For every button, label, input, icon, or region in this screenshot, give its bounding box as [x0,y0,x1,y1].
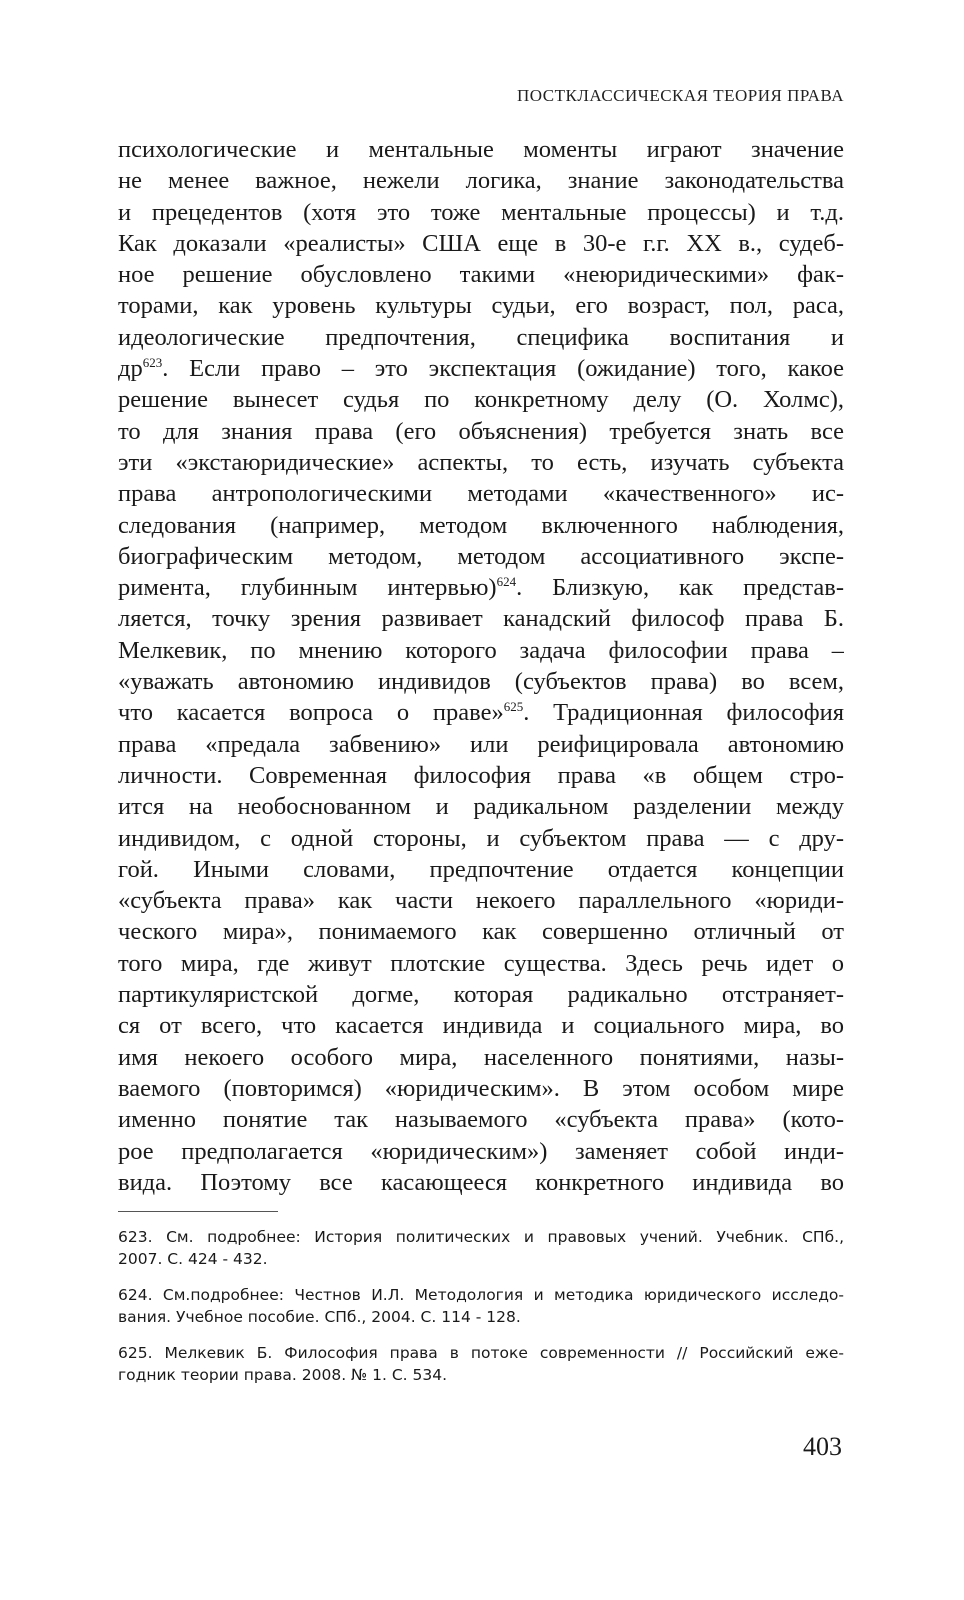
text-run: ное решение обусловлено такими «неюридическими» фак- [118,261,844,289]
footnote-rule [118,1211,278,1212]
text-line [118,948,844,979]
text-line [118,572,844,603]
text-line [118,791,844,822]
footnote-line: 623. См. подробнее: История политических и правовых учений. Учебник. СПб., [118,1228,844,1246]
footnote [118,1284,844,1328]
text-line [118,259,844,290]
text-line [118,290,844,321]
text-run: ческого мира», понимаемого как совершенно отличный от [118,918,844,946]
text-run: идеологические предпочтения, специфика воспитания и [118,323,844,351]
text-line [118,1073,844,1104]
text-run: и прецедентов (хотя это тоже ментальные процессы) и т.д. [118,198,844,226]
text-run: биографическим методом, методом ассоциативного экспе- [118,542,844,570]
running-head: ПОСТКЛАССИЧЕСКАЯ ТЕОРИЯ ПРАВА [517,86,844,105]
footnote-marker: 623 [142,355,163,371]
text-run: римента, глубинным интервью) [118,574,497,602]
text-line [118,353,844,384]
footnote-line: годник теории права. 2008. № 1. С. 534. [118,1366,448,1384]
text-run: . Близкую, как представ- [516,574,844,602]
text-line [118,916,844,947]
text-line [118,603,844,634]
text-run: ся от всего, что касается индивида и социального мира, во [118,1012,844,1040]
text-line [118,384,844,415]
page-number: 403 [803,1432,842,1461]
text-run: ваемого (повторимся) «юридическим». В этом особом мире [118,1074,844,1102]
text-run: . Если право – это экспектация (ожидание) того, какое [162,355,844,383]
text-line [118,447,844,478]
text-run: «субъекта права» как части некоего параллельного «юриди- [118,887,844,915]
text-run: психологические и ментальные моменты играют значение [118,136,844,163]
text-run: что касается вопроса о праве» [118,699,504,727]
footnote-marker: 624 [496,574,517,590]
footnote-line: 624. См.подробнее: Честнов И.Л. Методология и методика юридического исследо- [118,1286,844,1304]
text-line [118,1167,844,1198]
text-run: ляется, точку зрения развивает канадский философ права Б. [118,605,844,633]
text-line [118,729,844,760]
text-line [118,228,844,259]
text-line [118,885,844,916]
text-run: рое предполагается «юридическим») заменяет собой инди- [118,1137,844,1165]
text-run: эти «экстаюридические» аспекты, то есть, изучать субъекта [118,448,844,476]
text-run: Как доказали «реалисты» США еще в 30-е г.г. XX в., судеб- [118,229,844,257]
text-run: гой. Иными словами, предпочтение отдается концепции [118,855,844,883]
footnote-line: 2007. С. 424 - 432. [118,1250,268,1268]
text-run: ится на необоснованном и радикальном разделении между [118,793,844,821]
text-line [118,697,844,728]
text-run: следования (например, методом включенного наблюдения, [118,511,844,539]
footnote-marker: 625 [503,699,524,715]
text-line [118,760,844,791]
text-line [118,1136,844,1167]
text-run: то для знания права (его объяснения) требуется знать все [118,417,844,445]
text-line [118,823,844,854]
text-line [118,134,844,165]
footnote-line: 625. Мелкевик Б. Философия права в потоке современности // Российский еже- [118,1344,844,1362]
text-line [118,854,844,885]
footnotes [118,1226,844,1400]
footnote-line: вания. Учебное пособие. СПб., 2004. С. 114 - 128. [118,1308,521,1326]
text-run: партикуляристской догме, которая радикально отстраняет- [118,981,844,1009]
text-line [118,197,844,228]
body-text [118,134,844,1198]
text-line [118,541,844,572]
footnote [118,1342,844,1386]
text-line [118,1042,844,1073]
text-run: именно понятие так называемого «субъекта права» (кото- [118,1106,844,1134]
text-run: не менее важное, нежели логика, знание законодательства [118,167,844,195]
text-line [118,979,844,1010]
text-line [118,1010,844,1041]
text-run: имя некоего особого мира, населенного понятиями, назы- [118,1043,844,1071]
text-line [118,510,844,541]
text-run: «уважать автономию индивидов (субъектов права) во всем, [118,668,844,696]
text-run: того мира, где живут плотские существа. Здесь речь идет о [118,949,844,977]
text-run: права антропологическими методами «качественного» ис- [118,480,844,508]
text-line [118,635,844,666]
text-run: торами, как уровень культуры судьи, его возраст, пол, раса, [118,292,844,320]
text-run: личности. Современная философия права «в общем стро- [118,761,844,789]
text-line [118,1104,844,1135]
text-run: вида. Поэтому все касающееся конкретного индивида во [118,1168,844,1196]
footnote [118,1226,844,1270]
text-run: индивидом, с одной стороны, и субъектом права — с дру- [118,824,844,852]
text-run: . Традиционная философия [523,699,844,727]
text-line [118,322,844,353]
text-run: др [118,355,143,383]
text-line [118,666,844,697]
text-run: Мелкевик, по мнению которого задача философии права – [118,636,844,664]
text-run: решение вынесет судья по конкретному делу (О. Холмс), [118,386,844,414]
text-line [118,478,844,509]
text-run: права «предала забвению» или реифицировала автономию [118,730,844,758]
text-line [118,416,844,447]
text-line [118,165,844,196]
